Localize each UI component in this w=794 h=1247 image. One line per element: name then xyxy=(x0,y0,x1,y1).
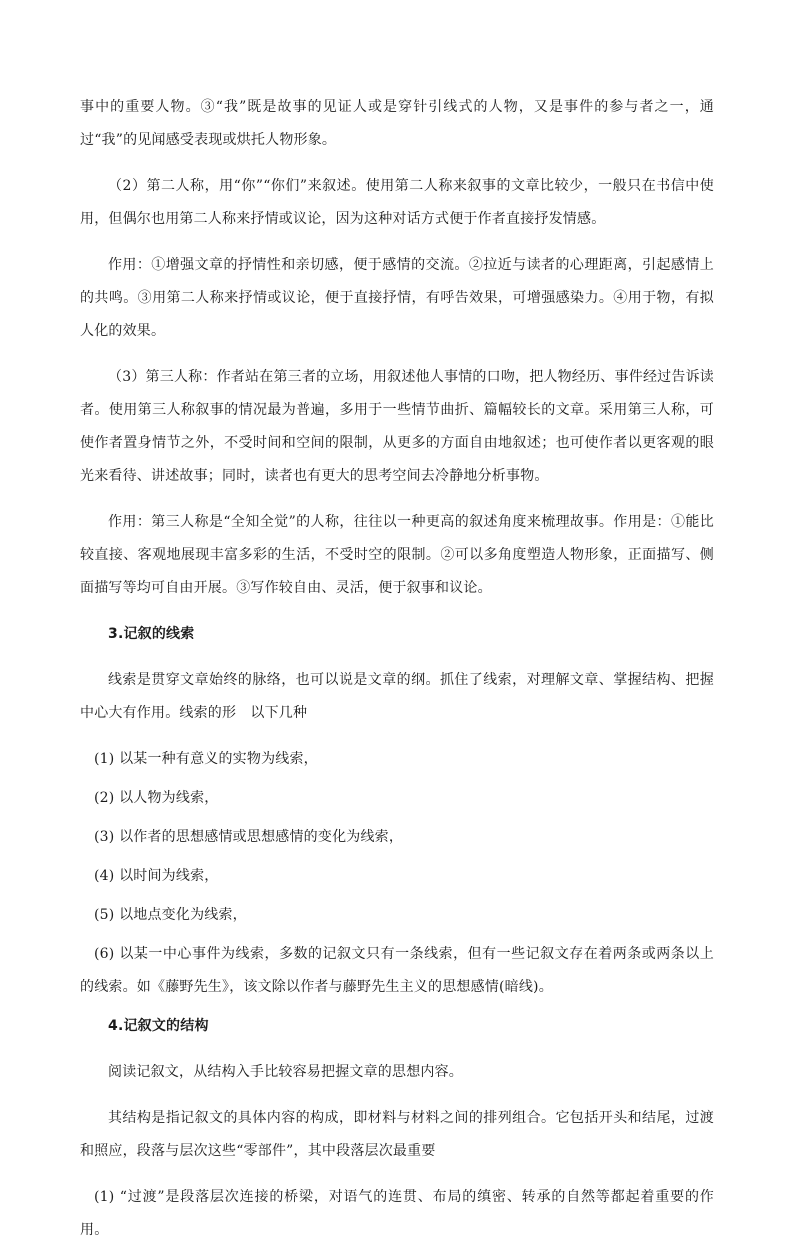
paragraph-third-person-effects: 作用：第三人称是“全知全觉”的人称，往往以一种更高的叙述角度来梳理故事。作用是：①能比较直接、客观地展现丰富多彩的生活，不受时空的限制。②可以多角度塑造人物形象，正面描写、侧面描写等均可自由开展。③写作较自由、灵活，便于叙事和议论。 xyxy=(80,514,714,596)
paragraph-third-person: （3）第三人称：作者站在第三者的立场，用叙述他人事情的口吻，把人物经历、事件经过告诉读者。使用第三人称叙事的情况最为普遍，多用于一些情节曲折、篇幅较长的文章。采用第三人称，可使作者置身情节之外，不受时间和空间的限制，从更多的方面自由地叙述；也可使作者以更客观的眼光来看待、讲述故事；同时，读者也有更大的思考空间去冷静地分析事物。 xyxy=(80,369,714,484)
list-item: (3) 以作者的思想感情或思想感情的变化为线索， xyxy=(94,829,404,845)
list-item: (6) 以某一中心事件为线索，多数的记叙文只有一条线索，但有一些记叙文存在着两条或两条以上的线索。如《藤野先生》，该文除以作者与藤野先生主义的思想感情(暗线)。 xyxy=(80,946,714,995)
paragraph-structure-intro: 阅读记叙文，从结构入手比较容易把握文章的思想内容。 xyxy=(108,1064,463,1080)
paragraph-first-person-continued: 事中的重要人物。③“我”既是故事的见证人或是穿针引线式的人物，又是事件的参与者之一，通过“我”的见闻感受表现或烘托人物形象。 xyxy=(80,99,714,148)
paragraph-second-person-effects: 作用：①增强文章的抒情性和亲切感，便于感情的交流。②拉近与读者的心理距离，引起感情上的共鸣。③用第二人称来抒情或议论，便于直接抒情，有呼告效果，可增强感染力。④用于物，有拟人化的效果。 xyxy=(80,257,714,339)
paragraph-structure-definition: 其结构是指记叙文的具体内容的构成，即材料与材料之间的排列组合。它包括开头和结尾，过渡和照应，段落与层次这些“零部件”，其中段落层次最重要 xyxy=(80,1110,714,1159)
list-item: (5) 以地点变化为线索， xyxy=(94,907,247,923)
paragraph-clues-intro: 线索是贯穿文章始终的脉络，也可以说是文章的纲。抓住了线索，对理解文章、掌握结构、把握中心大有作用。线索的形 以下几种 xyxy=(80,672,714,721)
list-item: (1) 以某一种有意义的实物为线索， xyxy=(94,751,318,767)
section-heading-structure: 4.记叙文的结构 xyxy=(108,1018,209,1034)
list-item: (2) 以人物为线索， xyxy=(94,790,219,806)
paragraph-second-person: （2）第二人称，用“你”“你们”来叙述。使用第二人称来叙事的文章比较少，一般只在书信中使用，但偶尔也用第二人称来抒情或议论，因为这种对话方式便于作者直接抒发情感。 xyxy=(80,178,714,227)
list-item: (1) “过渡”是段落层次连接的桥梁，对语气的连贯、布局的缜密、转承的自然等都起着重要的作用。 xyxy=(80,1189,714,1238)
list-item: (4) 以时间为线索， xyxy=(94,868,219,884)
section-heading-clues: 3.记叙的线索 xyxy=(108,626,195,642)
